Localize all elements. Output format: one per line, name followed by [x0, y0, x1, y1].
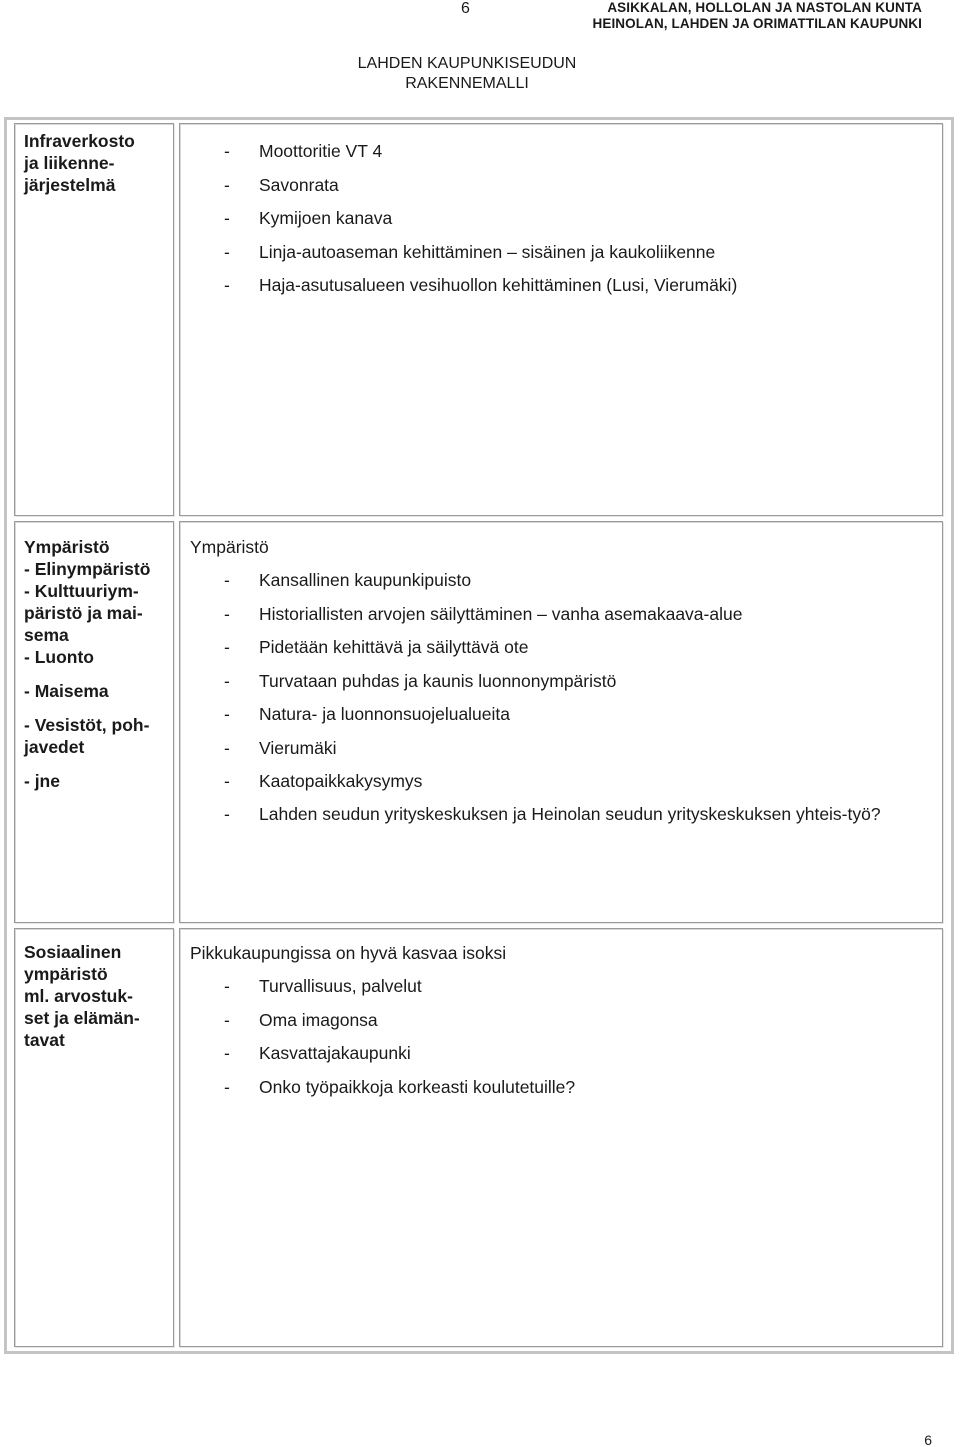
label-line: - jne — [24, 771, 60, 791]
list-item: - Pidetään kehittävä ja säilyttävä ote — [224, 637, 529, 657]
label-line: Infraverkosto — [24, 131, 135, 151]
label-line: tavat — [24, 1030, 65, 1050]
document-title-line-2: RAKENNEMALLI — [405, 75, 529, 92]
label-line: sema — [24, 625, 69, 645]
row-label-environment — [14, 521, 174, 923]
infrastructure-list — [190, 140, 942, 297]
list-item: - Historiallisten arvojen säilyttäminen – vanha asemakaava-alue — [224, 603, 743, 624]
document-title — [0, 54, 934, 94]
label-line: järjestelmä — [24, 175, 116, 195]
list-item: - Vierumäki — [224, 737, 337, 758]
environment-lead: Ympäristö — [190, 537, 269, 557]
list-item: - Haja-asutusalueen vesihuollon kehittäminen (Lusi, Vierumäki) — [224, 275, 738, 295]
social-list — [190, 975, 942, 1099]
municipalities-header — [593, 0, 923, 32]
structure-model-table — [4, 117, 954, 1354]
social-lead: Pikkukaupungissa on hyvä kasvaa isoksi — [190, 943, 507, 963]
label-line: javedet — [24, 737, 85, 757]
row-label-infrastructure — [14, 123, 174, 516]
list-item: - Kasvattajakaupunki — [224, 1043, 411, 1063]
list-item: - Linja-autoaseman kehittäminen – sisäinen ja kaukoliikenne — [224, 241, 716, 262]
row-content-infrastructure — [179, 123, 943, 516]
list-item: - Savonrata — [224, 174, 339, 195]
label-line: - Luonto — [24, 647, 94, 667]
municipalities-line-2: HEINOLAN, LAHDEN JA ORIMATTILAN KAUPUNKI — [592, 16, 922, 31]
label-line: - Maisema — [24, 681, 109, 701]
list-item: - Moottoritie VT 4 — [224, 141, 383, 161]
label-line: ympäristö — [24, 964, 108, 984]
row-label-social — [14, 928, 174, 1347]
list-item: - Oma imagonsa — [224, 1009, 378, 1030]
environment-list — [190, 569, 942, 825]
list-item: - Onko työpaikkoja korkeasti koulutetuille? — [224, 1076, 576, 1097]
document-title-line-1: LAHDEN KAUPUNKISEUDUN — [357, 55, 577, 72]
list-item: - Kaatopaikkakysymys — [224, 771, 423, 791]
list-item: - Lahden seudun yrityskeskuksen ja Heinolan seudun yrityskeskuksen yhteis-työ? — [224, 803, 881, 824]
label-line: Sosiaalinen — [24, 942, 122, 962]
list-item: - Turvallisuus, palvelut — [224, 976, 422, 996]
list-item: - Natura- ja luonnonsuojelualueita — [224, 704, 511, 724]
list-item: - Turvataan puhdas ja kaunis luonnonympäristö — [224, 670, 617, 691]
label-line: Ympäristö — [24, 537, 110, 557]
list-item: - Kansallinen kaupunkipuisto — [224, 570, 472, 590]
label-line: päristö ja mai- — [24, 603, 143, 623]
municipalities-line-1: ASIKKALAN, HOLLOLAN JA NASTOLAN KUNTA — [607, 0, 922, 15]
label-line: set ja elämän- — [24, 1008, 140, 1028]
label-line: - Kulttuuriym- — [24, 581, 139, 601]
list-item: - Kymijoen kanava — [224, 208, 393, 228]
label-line: ml. arvostuk- — [24, 986, 133, 1006]
label-line: - Vesistöt, poh- — [24, 715, 150, 735]
label-line: - Elinympäristö — [24, 559, 151, 579]
page-number-top: 6 — [461, 0, 470, 17]
row-content-social — [179, 928, 943, 1347]
row-content-environment — [179, 521, 943, 923]
page-number-bottom: 6 — [924, 1432, 932, 1447]
label-line: ja liikenne- — [24, 153, 115, 173]
